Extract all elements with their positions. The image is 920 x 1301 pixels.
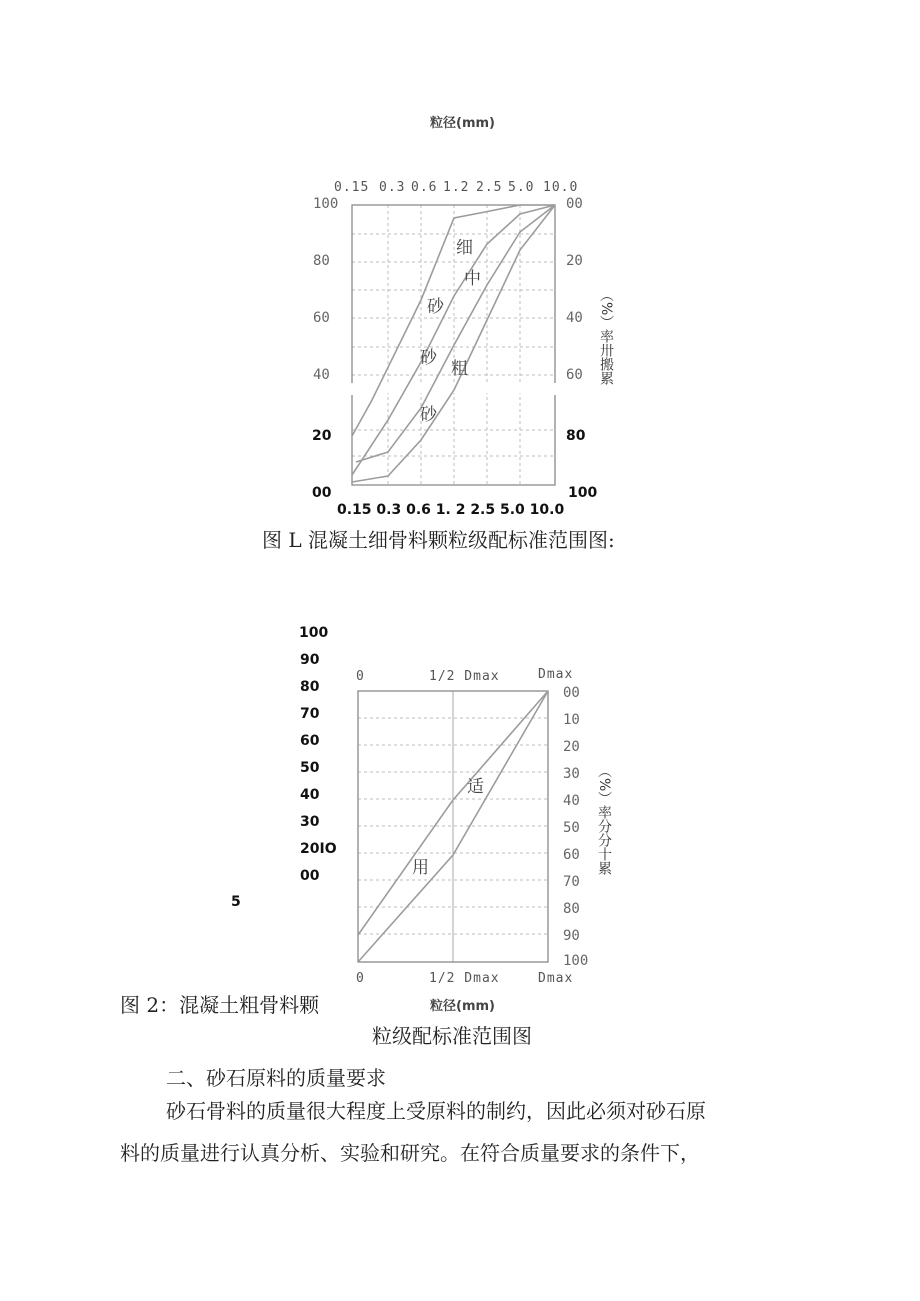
fig2-right-tick-100: 100: [563, 953, 589, 969]
fig1-left-tick-20: 20: [312, 428, 332, 444]
fig1-right-axis-label: （%）率卅搬累: [598, 288, 614, 386]
fig1-top-tick-1: 0.15: [334, 180, 370, 195]
fig2-top-tick-dmax: Dmax: [538, 667, 574, 682]
figure2-caption-left: 图 2：混凝土粗骨料颗: [120, 993, 320, 1017]
paragraph-line-1: 砂石骨料的质量很大程度上受原料的制约，因此必须对砂石原: [166, 1099, 706, 1123]
fig2-left-extra: 5: [231, 894, 241, 910]
fig1-left-tick-00: 00: [312, 485, 332, 501]
fig1-top-tick-2: 0.3: [379, 180, 406, 195]
fig1-region-2: 中: [464, 269, 481, 289]
fig1-left-tick-100: 100: [313, 196, 339, 212]
fig2-left-value-40: 40: [300, 787, 320, 803]
fig2-left-value-70: 70: [300, 706, 320, 722]
fig2-left-value-60: 60: [300, 733, 320, 749]
fig1-right-tick-100: 100: [568, 485, 598, 501]
fig1-top-tick-3: 0.6: [411, 180, 438, 195]
fig1-region-1: 细: [456, 238, 473, 258]
fig1-region-4: 砂: [420, 348, 437, 368]
fig2-left-value-00: 00: [300, 868, 320, 884]
fig1-left-tick-40: 40: [313, 367, 330, 383]
section-heading: 二、砂石原料的质量要求: [166, 1066, 386, 1090]
fig2-right-axis-label: （%）率分分十累: [596, 764, 612, 876]
fig2-top-tick-0: 0: [356, 669, 365, 684]
fig2-left-value-50: 50: [300, 760, 320, 776]
fig1-left-tick-60: 60: [313, 310, 330, 326]
fig2-right-tick-20: 20: [563, 739, 580, 755]
fig2-left-value-80: 80: [300, 679, 320, 695]
fig1-top-tick-6: 5.0: [508, 180, 535, 195]
fig2-left-value-20IO: 20IO: [300, 841, 337, 857]
fig2-right-tick-00: 00: [563, 685, 580, 701]
figure1-caption: 图 L 混凝土细骨料颗粒级配标准范围图:: [262, 528, 615, 552]
fig2-bottom-tick-dmax: Dmax: [538, 971, 574, 986]
fig2-right-tick-40: 40: [563, 793, 580, 809]
fig1-right-tick-40: 40: [566, 310, 583, 326]
fig2-right-tick-70: 70: [563, 874, 580, 890]
fig1-top-tick-7: 10.0: [543, 180, 579, 195]
fig1-right-tick-20: 20: [566, 253, 583, 269]
fig2-right-tick-80: 80: [563, 901, 580, 917]
fig2-bottom-tick-half: 1/2 Dmax: [429, 971, 500, 986]
fig2-top-tick-half: 1/2 Dmax: [429, 669, 500, 684]
fig1-region-5: 粗: [451, 359, 468, 379]
fig2-xlabel: 粒径(mm): [430, 999, 495, 1014]
paragraph-line-2: 料的质量进行认真分析、实验和研究。在符合质量要求的条件下，: [120, 1141, 700, 1165]
fig2-bottom-tick-0: 0: [356, 971, 365, 986]
fig2-left-value-90: 90: [300, 652, 320, 668]
fig1-right-tick-00: 00: [566, 196, 583, 212]
fig2-region-2: 用: [412, 858, 429, 878]
fig2-right-tick-50: 50: [563, 820, 580, 836]
fig2-region-1: 适: [467, 777, 484, 797]
fig1-bottom-ticks: 0.15 0.3 0.6 1. 2 2.5 5.0 10.0: [337, 502, 565, 518]
fig1-region-6: 砂: [420, 405, 437, 425]
fig2-left-value-100: 100: [299, 625, 329, 641]
fig2-right-tick-30: 30: [563, 766, 580, 782]
fig1-region-3: 砂: [427, 297, 444, 317]
fig1-right-tick-80: 80: [566, 428, 586, 444]
fig1-top-tick-5: 2.5: [476, 180, 503, 195]
fig1-right-tick-60: 60: [566, 367, 583, 383]
fig2-right-tick-90: 90: [563, 928, 580, 944]
fig1-left-tick-80: 80: [313, 253, 330, 269]
fig2-grid: [358, 691, 548, 962]
figure2-caption-line2: 粒级配标准范围图: [372, 1024, 532, 1048]
figure1-xlabel-top: 粒径(mm): [430, 116, 495, 131]
fig2-right-tick-10: 10: [563, 712, 580, 728]
fig2-right-tick-60: 60: [563, 847, 580, 863]
fig1-top-tick-4: 1.2: [443, 180, 470, 195]
fig2-left-value-30: 30: [300, 814, 320, 830]
